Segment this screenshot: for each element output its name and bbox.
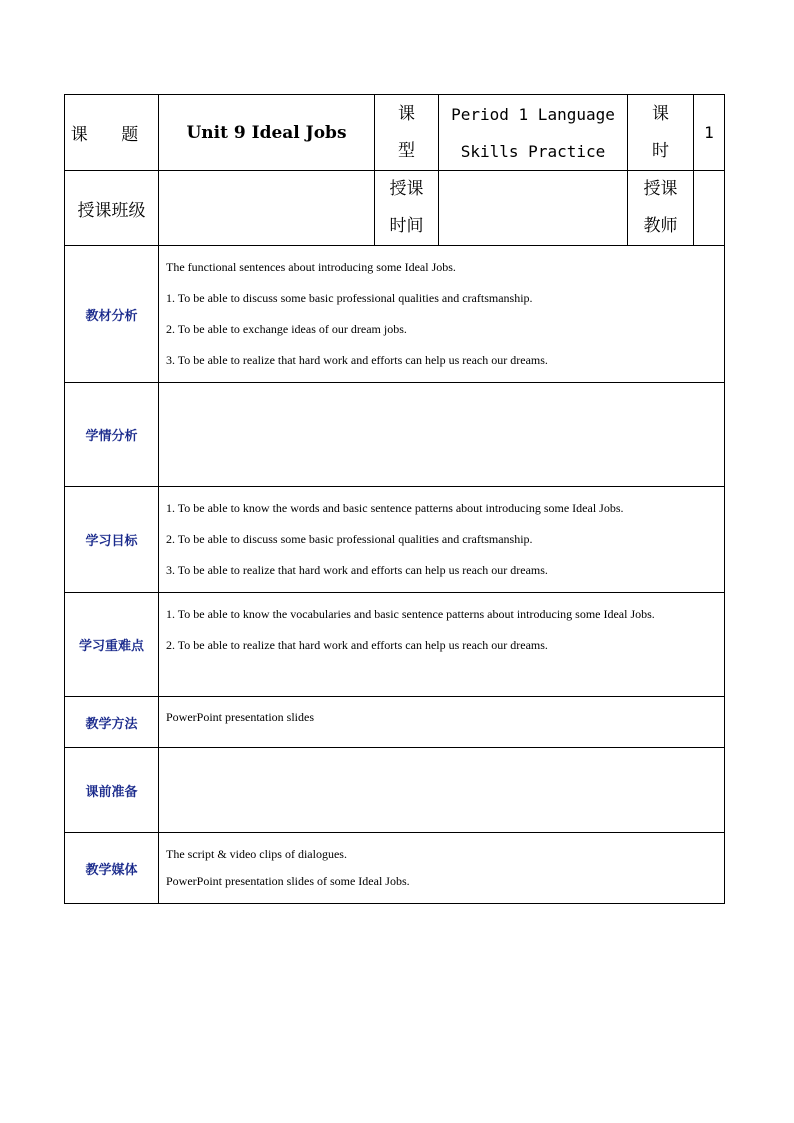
- learning-goals-line: 2. To be able to discuss some basic professional qualities and craftsmanship.: [166, 532, 533, 546]
- media-line: The script & video clips of dialogues.: [166, 847, 347, 861]
- lesson-plan-table: [64, 94, 725, 904]
- teaching-method-row: [65, 697, 725, 748]
- key-points-label: 学习重难点: [65, 593, 159, 697]
- class-value: [159, 171, 375, 246]
- teaching-method-label: 教学方法: [65, 697, 159, 748]
- material-analysis-line: 3. To be able to realize that hard work and efforts can help us reach our dreams.: [166, 353, 548, 367]
- key-points-line: 1. To be able to know the vocabularies and basic sentence patterns about introducing some Ideal Jobs.: [166, 607, 655, 621]
- type-label-line-1: 课: [398, 103, 415, 124]
- learning-goals-line: 1. To be able to know the words and basic sentence patterns about introducing some Ideal Jobs.: [166, 501, 624, 515]
- hours-label-line-1: 课: [652, 103, 669, 124]
- class-label: 授课班级: [65, 171, 159, 246]
- material-analysis-line: 2. To be able to exchange ideas of our dream jobs.: [166, 322, 407, 336]
- time-label-line-2: 时间: [389, 216, 424, 236]
- media-label: 教学媒体: [65, 833, 159, 904]
- student-analysis-row: [65, 383, 725, 487]
- class-row: [65, 171, 725, 246]
- header-row: [65, 95, 725, 171]
- teacher-label-line-1: 授课: [643, 179, 678, 199]
- type-value-line-2: Skills Practice: [460, 141, 606, 161]
- type-value: [439, 95, 628, 171]
- topic-value: Unit 9 Ideal Jobs: [159, 95, 375, 171]
- material-analysis-row: [65, 246, 725, 383]
- material-analysis-label: 教材分析: [65, 246, 159, 383]
- teaching-method-line: PowerPoint presentation slides: [166, 710, 314, 724]
- preparation-label: 课前准备: [65, 748, 159, 833]
- key-points-row: [65, 593, 725, 697]
- student-analysis-label: 学情分析: [65, 383, 159, 487]
- student-analysis-content: [159, 383, 725, 487]
- material-analysis-line: The functional sentences about introducing some Ideal Jobs.: [166, 260, 456, 274]
- time-label: [375, 171, 439, 246]
- hours-label: [628, 95, 694, 171]
- material-analysis-line: 1. To be able to discuss some basic professional qualities and craftsmanship.: [166, 291, 533, 305]
- hours-value: 1: [694, 95, 725, 171]
- time-label-line-1: 授课: [389, 179, 424, 199]
- teacher-label-line-2: 教师: [643, 216, 678, 236]
- learning-goals-line: 3. To be able to realize that hard work and efforts can help us reach our dreams.: [166, 563, 548, 577]
- preparation-row: [65, 748, 725, 833]
- teacher-value: [694, 171, 725, 246]
- learning-goals-content: [159, 487, 725, 593]
- material-analysis-content: [159, 246, 725, 383]
- media-content: [159, 833, 725, 904]
- type-value-line-1: Period 1 Language: [451, 104, 615, 124]
- learning-goals-label: 学习目标: [65, 487, 159, 593]
- type-label-line-2: 型: [398, 140, 415, 161]
- hours-label-line-2: 时: [652, 140, 669, 161]
- media-line: PowerPoint presentation slides of some Ideal Jobs.: [166, 874, 410, 888]
- key-points-line: 2. To be able to realize that hard work and efforts can help us reach our dreams.: [166, 638, 548, 652]
- key-points-content: [159, 593, 725, 697]
- preparation-content: [159, 748, 725, 833]
- learning-goals-row: [65, 487, 725, 593]
- media-row: [65, 833, 725, 904]
- teaching-method-content: [159, 697, 725, 748]
- topic-label: 课 题: [65, 95, 159, 171]
- time-value: [439, 171, 628, 246]
- teacher-label: [628, 171, 694, 246]
- type-label: [375, 95, 439, 171]
